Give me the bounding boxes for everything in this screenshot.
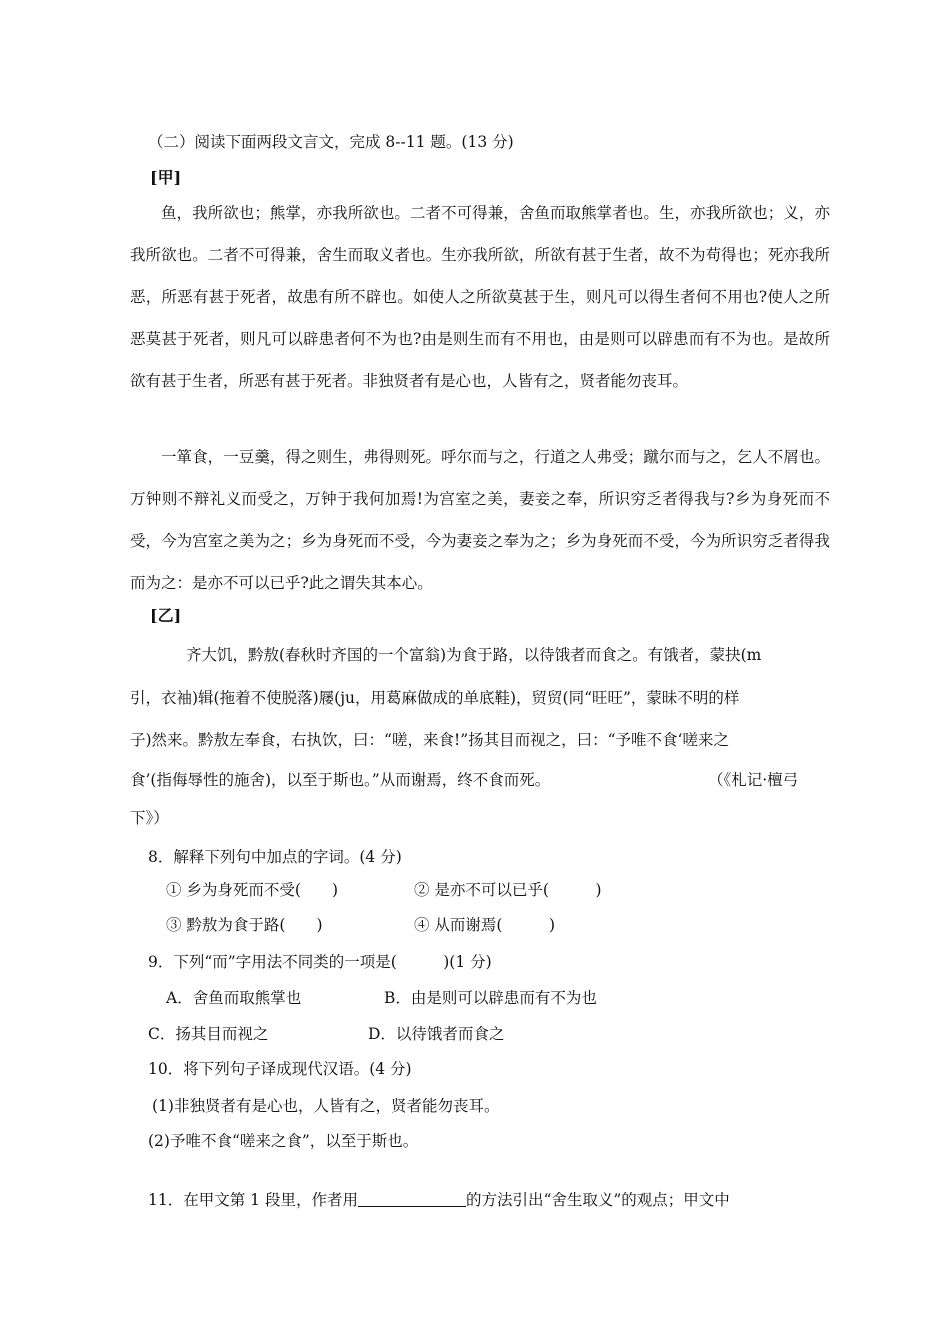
passage-yi-label: [乙]: [150, 606, 182, 625]
question-9-option-d: D．以待饿者而食之: [368, 1025, 505, 1043]
question-9-option-b: B．由是则可以辟患而有不为也: [384, 989, 597, 1007]
passage-yi-source: （《札记·檀弓: [708, 771, 799, 789]
question-11-text-start: 11．在甲文第 1 段里，作者用: [148, 1191, 358, 1209]
question-10-stem: 10．将下列句子译成现代汉语。(4 分): [148, 1060, 412, 1078]
passage-yi-line-4: 食’(指侮辱性的施舍)，以至于斯也。”从而谢焉，终不食而死。: [130, 771, 551, 789]
question-10-sentence-1: (1)非独贤者有是心也，人皆有之，贤者能勿丧耳。: [152, 1097, 500, 1115]
question-8-item-2: ② 是亦不可以已乎( ): [414, 881, 602, 899]
section-header: （二）阅读下面两段文言文，完成 8--11 题。(13 分): [148, 133, 514, 151]
passage-jia-label: [甲]: [150, 168, 182, 187]
passage-jia-paragraph-2: 一箪食，一豆羹，得之则生，弗得则死。呼尔而与之，行道之人弗受；蹴尔而与之，乞人不屑也。万钟则不辩礼义而受之，万钟于我何加焉!为宫室之美，妻妾之奉，所识穷乏者得我与?乡为身死而不受，今为宫室之美为之；乡为身死而不受，今为妻妾之奉为之；乡为身死而不受，今为所识穷乏者得我而为之：是亦不可以已乎?此之谓失其本心。: [130, 448, 830, 592]
passage-jia-paragraph-1: 鱼，我所欲也；熊掌，亦我所欲也。二者不可得兼，舍鱼而取熊掌者也。生，亦我所欲也；义，亦我所欲也。二者不可得兼，舍生而取义者也。生亦我所欲，所欲有甚于生者，故不为苟得也；死亦我所恶，所恶有甚于死者，故患有所不辟也。如使人之所欲莫甚于生，则凡可以得生者何不用也?使人之所恶莫甚于死者，则凡可以辟患者何不为也?由是则生而有不用也，由是则可以辟患而有不为也。是故所欲有甚于生者，所恶有甚于死者。非独贤者有是心也，人皆有之，贤者能勿丧耳。: [130, 204, 830, 390]
question-8-item-1: ① 乡为身死而不受( ): [166, 881, 339, 899]
passage-yi-line-1: 齐大饥，黔敖(春秋时齐国的一个富翁)为食于路，以待饿者而食之。有饿者，蒙抉(m: [186, 646, 762, 664]
question-9-option-c: C．扬其目而视之: [148, 1025, 269, 1043]
passage-yi-line-2: 引，衣袖)辑(拖着不使脱落)屦(ju，用葛麻做成的单底鞋)，贸贸(同“旺旺”，蒙昧不明的样: [130, 689, 740, 707]
passage-yi-line-3: 子)然来。黔敖左奉食，右执饮，曰：“嗟，来食!”扬其目而视之，曰：“予唯不食‘嗟来之: [130, 731, 729, 749]
question-10-sentence-2: (2)予唯不食“嗟来之食”，以至于斯也。: [148, 1132, 419, 1150]
question-8-stem: 8．解释下列句中加点的字词。(4 分): [148, 848, 402, 866]
question-11-answer-blank[interactable]: [358, 1192, 466, 1207]
question-11-text-end: 的方法引出“舍生取义”的观点；甲文中: [465, 1191, 730, 1209]
passage-yi-source-cont: 下》）: [130, 809, 169, 827]
question-11-line: [148, 1190, 730, 1210]
question-8-item-4: ④ 从而谢焉( ): [414, 916, 556, 934]
question-8-item-3: ③ 黔敖为食于路( ): [166, 916, 323, 934]
question-9-stem: 9．下列“而”字用法不同类的一项是( )(1 分): [148, 953, 492, 971]
question-9-option-a: A．舍鱼而取熊掌也: [166, 989, 302, 1007]
